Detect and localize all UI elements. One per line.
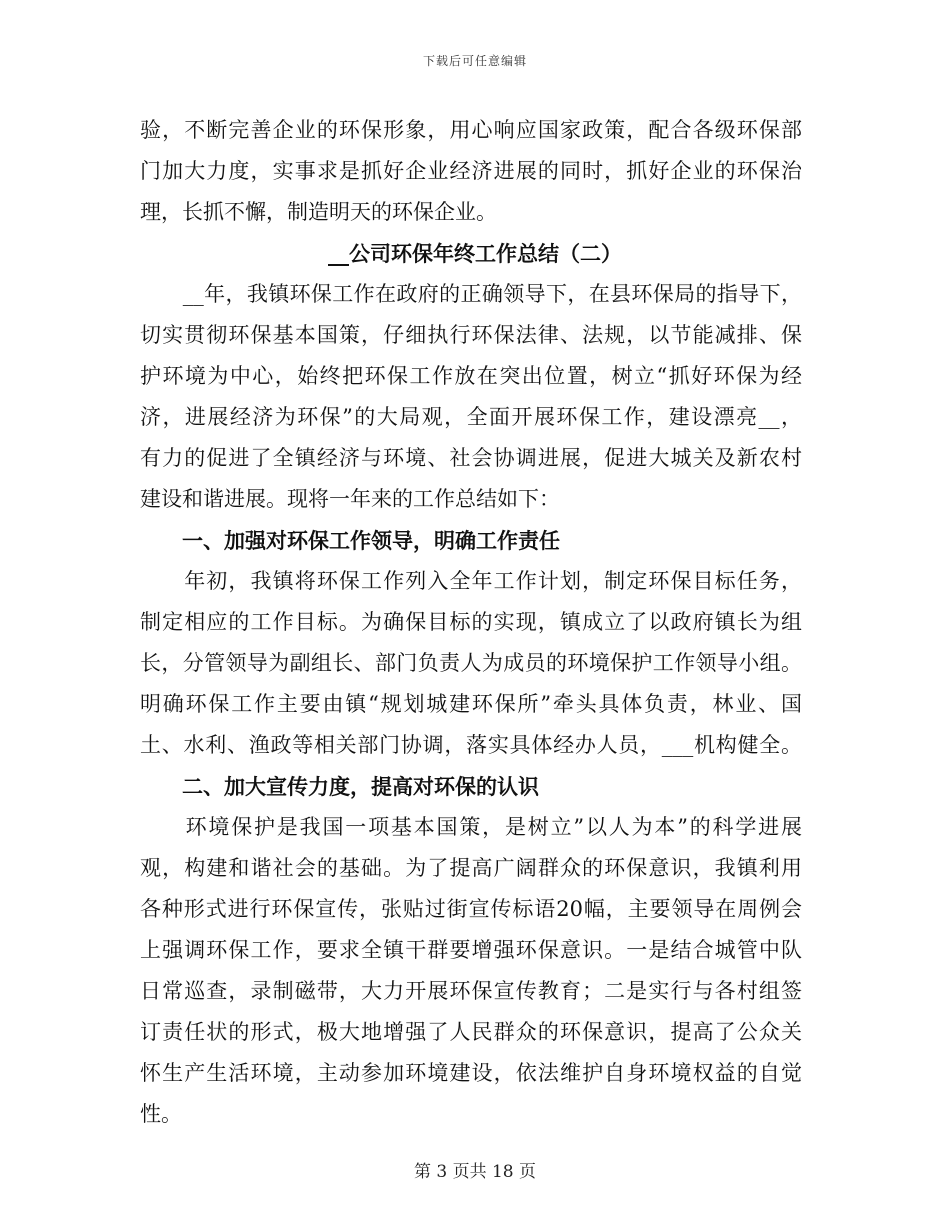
paragraph-line: 性。 [140, 1102, 182, 1126]
section-title: __公司环保年终工作总结（二） [328, 241, 622, 266]
paragraph-line: 长，分管领导为副组长、部门负责人为成员的环境保护工作领导小组。 [140, 651, 802, 675]
paragraph-line: 有力的促进了全镇经济与环境、社会协调进展，促进大城关及新农村 [140, 446, 802, 470]
header-note: 下载后可任意编辑 [422, 54, 527, 68]
paragraph-line: 日常巡查，录制磁带，大力开展环保宣传教育；二是实行与各村组签 [140, 979, 802, 1003]
paragraph-line: 年初，我镇将环保工作列入全年工作计划，制定环保目标任务， [140, 569, 802, 593]
paragraph-line: 订责任状的形式，极大地增强了人民群众的环保意识，提高了公众关 [140, 1020, 802, 1044]
paragraph-line: 明确环保工作主要由镇“规划城建环保所”牵头具体负责，林业、国 [140, 692, 802, 716]
paragraph-line: 怀生产生活环境，主动参加环境建设，依法维护自身环境权益的自觉 [140, 1061, 802, 1085]
paragraph-line: 观，构建和谐社会的基础。为了提高广阔群众的环保意识，我镇利用 [140, 856, 802, 880]
document-body [140, 110, 802, 1135]
paragraph-line: 土、水利、渔政等相关部门协调，落实具体经办人员，___机构健全。 [140, 733, 802, 757]
page-number-footer: 第 3 页共 18 页 [413, 1162, 537, 1182]
paragraph-line: 护环境为中心，始终把环保工作放在突出位置，树立“抓好环保为经 [140, 364, 802, 388]
paragraph-line: 各种形式进行环保宣传，张贴过街宣传标语20幅，主要领导在周例会 [140, 897, 802, 921]
paragraph-line: 门加大力度，实事求是抓好企业经济进展的同时，抓好企业的环保治 [140, 159, 802, 183]
paragraph-line: __年，我镇环保工作在政府的正确领导下，在县环保局的指导下， [140, 282, 802, 306]
paragraph-line: 切实贯彻环保基本国策，仔细执行环保法律、法规，以节能减排、保 [140, 323, 802, 347]
paragraph-line: 理，长抓不懈，制造明天的环保企业。 [140, 200, 497, 224]
paragraph-line: 建设和谐进展。现将一年来的工作总结如下： [140, 487, 560, 511]
section-heading: 二、加大宣传力度，提高对环保的认识 [140, 774, 539, 799]
paragraph-line: 验，不断完善企业的环保形象，用心响应国家政策，配合各级环保部 [140, 118, 802, 142]
paragraph-line: 制定相应的工作目标。为确保目标的实现，镇成立了以政府镇长为组 [140, 610, 802, 634]
section-heading: 一、加强对环保工作领导，明确工作责任 [140, 528, 560, 553]
paragraph-line: 上强调环保工作，要求全镇干群要增强环保意识。一是结合城管中队 [140, 938, 802, 962]
paragraph-line: 环境保护是我国一项基本国策，是树立”以人为本”的科学进展 [140, 815, 802, 839]
paragraph-line: 济，进展经济为环保”的大局观，全面开展环保工作，建设漂亮__， [140, 405, 802, 429]
